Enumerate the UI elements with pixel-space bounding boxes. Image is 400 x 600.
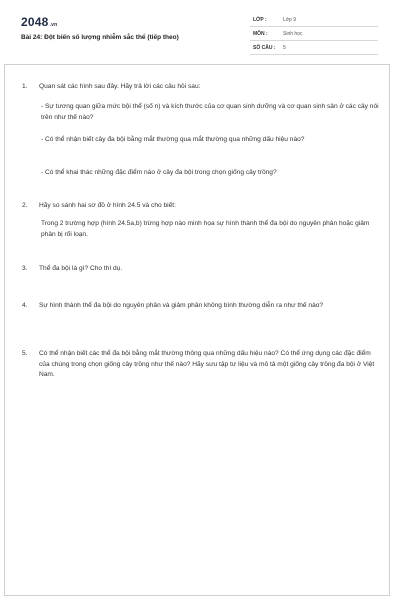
meta-divider: [250, 26, 378, 27]
question-number: 5.: [22, 350, 28, 357]
meta-divider: [250, 40, 378, 41]
question-number: 4.: [22, 302, 28, 309]
logo-text: 2048: [21, 15, 49, 29]
worksheet-header: [0, 0, 400, 64]
meta-class-value: Lớp 9: [283, 17, 297, 23]
question-text: Thể đa bội là gì? Cho thí dụ.: [39, 265, 123, 272]
lesson-title: Bài 24: Đột biến số lượng nhiễm sắc thể (tiếp theo): [21, 34, 179, 41]
question-text: Hãy so sánh hai sơ đồ ở hình 24.5 và cho biết:: [39, 202, 176, 209]
meta-divider: [250, 54, 378, 55]
meta-subject-value: Sinh học: [283, 31, 303, 37]
meta-count-label: SỐ CÂU :: [253, 45, 276, 51]
meta-subject-label: MÔN :: [253, 31, 268, 37]
question-number: 1.: [22, 83, 28, 90]
question-text: Có thể nhận biết các thể đa bội bằng mắt thường thông qua những dấu hiệu nào? Có thể ứng dụng các đặc điểm của chúng trong chọn giống cây trồng như thế nào? Hãy sưu tập tư liệu và mô tả một giống cây trồng đa bội ở Việt Nam.: [39, 350, 375, 378]
questions-panel: [4, 64, 390, 596]
question-sub: - Sự tương quan giữa mức bội thể (số n) và kích thước của cơ quan sinh dưỡng và cơ quan sinh sản ở các cây nói trên như thế nào?: [41, 103, 379, 121]
site-logo[interactable]: [21, 15, 57, 29]
logo-suffix: .vn: [49, 22, 58, 28]
question-sub: - Có thể khai thác những đặc điểm nào ở cây đa bội trong chọn giống cây trồng?: [41, 169, 277, 176]
question-text: Quan sát các hình sau đây. Hãy trả lời các câu hỏi sau:: [39, 83, 201, 90]
meta-count-value: 5: [283, 45, 286, 51]
question-sub: Trong 2 trường hợp (hình 24.5a,b) trừng hợp nào minh họa sự hình thành thể đa bội do nguyên phân hoặc giảm phân bị rối loạn.: [41, 220, 370, 238]
question-number: 3.: [22, 265, 28, 272]
question-number: 2.: [22, 202, 28, 209]
meta-class-label: LỚP :: [253, 17, 267, 23]
question-sub: - Có thể nhận biết cây đa bội bằng mắt thường qua mắt thường qua những dấu hiệu nào?: [41, 136, 305, 143]
question-text: Sự hình thành thể đa bội do nguyên phân và giảm phân không bình thường diễn ra như thế nào?: [39, 302, 324, 309]
